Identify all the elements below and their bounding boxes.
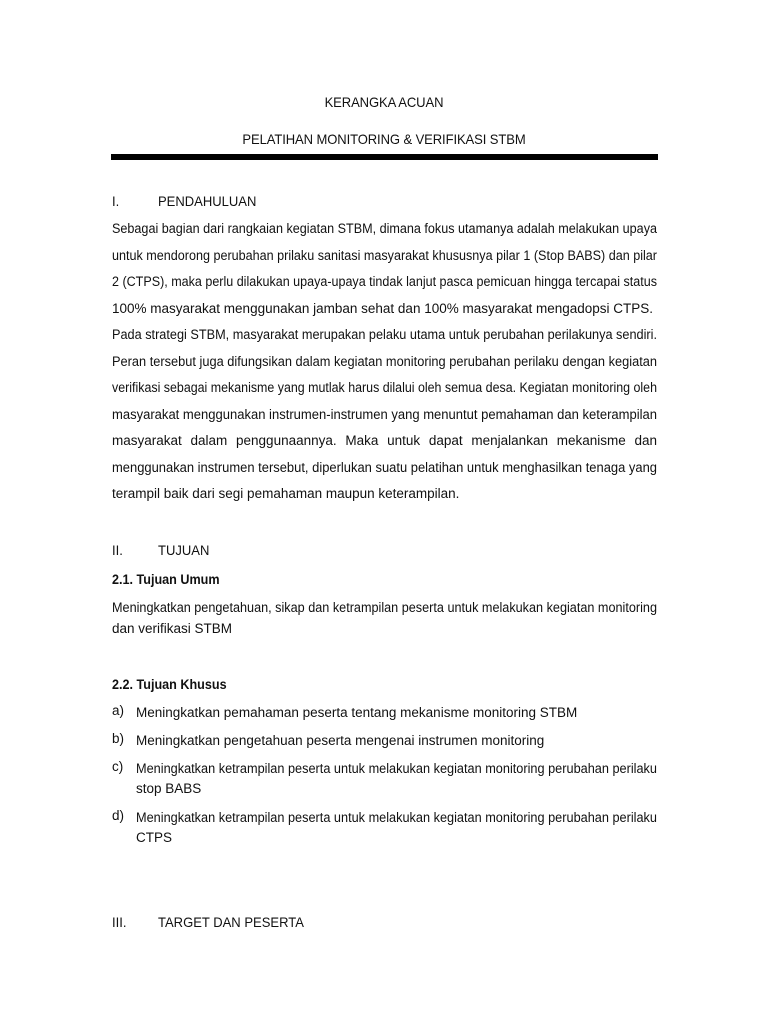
section-2-number: II.	[112, 542, 123, 558]
paragraph-line: Peran tersebut juga difungsikan dalam kegiatan monitoring perubahan perilaku dengan kegiatan	[112, 353, 657, 369]
document-title: KERANGKA ACUAN	[324, 94, 444, 110]
list-item-text: Meningkatkan ketrampilan peserta untuk melakukan kegiatan monitoring perubahan perilaku	[136, 810, 657, 825]
paragraph-line: verifikasi sebagai mekanisme yang mutlak harus dilalui oleh semua desa. Kegiatan monitoring oleh	[112, 380, 657, 395]
section-1-title: PENDAHULUAN	[158, 193, 257, 209]
paragraph-line: dan verifikasi STBM	[112, 621, 233, 636]
section-3-number: III.	[112, 914, 127, 930]
list-marker: a)	[112, 703, 125, 718]
general-objective-heading: 2.1. Tujuan Umum	[112, 571, 220, 587]
paragraph-line: Pada strategi STBM, masyarakat merupakan pelaku utama untuk perubahan perilakunya sendiri.	[112, 327, 657, 342]
paragraph-line: menggunakan instrumen tersebut, diperlukan suatu pelatihan untuk menghasilkan tenaga yang	[112, 459, 657, 475]
list-item-text: Meningkatkan pengetahuan peserta mengenai instrumen monitoring	[136, 733, 545, 748]
section-1-paragraph	[112, 216, 657, 508]
section-2-title: TUJUAN	[158, 542, 210, 558]
paragraph-line: 100% masyarakat menggunakan jamban sehat dan 100% masyarakat mengadopsi CTPS.	[112, 300, 654, 316]
specific-objective-heading: 2.2. Tujuan Khusus	[112, 676, 227, 692]
list-item-text: Meningkatkan pemahaman peserta tentang mekanisme monitoring STBM	[136, 705, 578, 720]
section-1-number: I.	[112, 193, 120, 209]
document-subtitle: PELATIHAN MONITORING & VERIFIKASI STBM	[242, 131, 526, 147]
paragraph-line: 2 (CTPS), maka perlu dilakukan upaya-upaya tindak lanjut pasca pemicuan hingga tercapai status	[112, 274, 657, 289]
paragraph-line: terampil baik dari segi pemahaman maupun keterampilan.	[112, 486, 460, 501]
general-objective-paragraph	[112, 597, 657, 639]
list-item-text: Meningkatkan ketrampilan peserta untuk melakukan kegiatan monitoring perubahan perilaku	[136, 761, 657, 776]
section-3-title: TARGET DAN PESERTA	[158, 914, 304, 930]
list-marker: b)	[112, 731, 125, 746]
paragraph-line: Meningkatkan pengetahuan, sikap dan ketrampilan peserta untuk melakukan kegiatan monitoring	[112, 600, 657, 615]
list-marker: d)	[112, 808, 125, 823]
paragraph-line: untuk mendorong perubahan prilaku sanitasi masyarakat khususnya pilar 1 (Stop BABS) dan pilar	[112, 247, 657, 263]
paragraph-line: masyarakat dalam penggunaannya. Maka untuk dapat menjalankan mekanisme dan	[112, 433, 657, 448]
list-item-text: CTPS	[136, 830, 173, 845]
title-rule	[111, 154, 658, 160]
paragraph-line: masyarakat menggunakan instrumen-instrumen yang menuntut pemahaman dan keterampilan	[112, 406, 657, 422]
list-marker: c)	[112, 759, 124, 774]
paragraph-line: Sebagai bagian dari rangkaian kegiatan STBM, dimana fokus utamanya adalah melakukan upaya	[112, 221, 657, 236]
list-item-text: stop BABS	[136, 781, 202, 796]
